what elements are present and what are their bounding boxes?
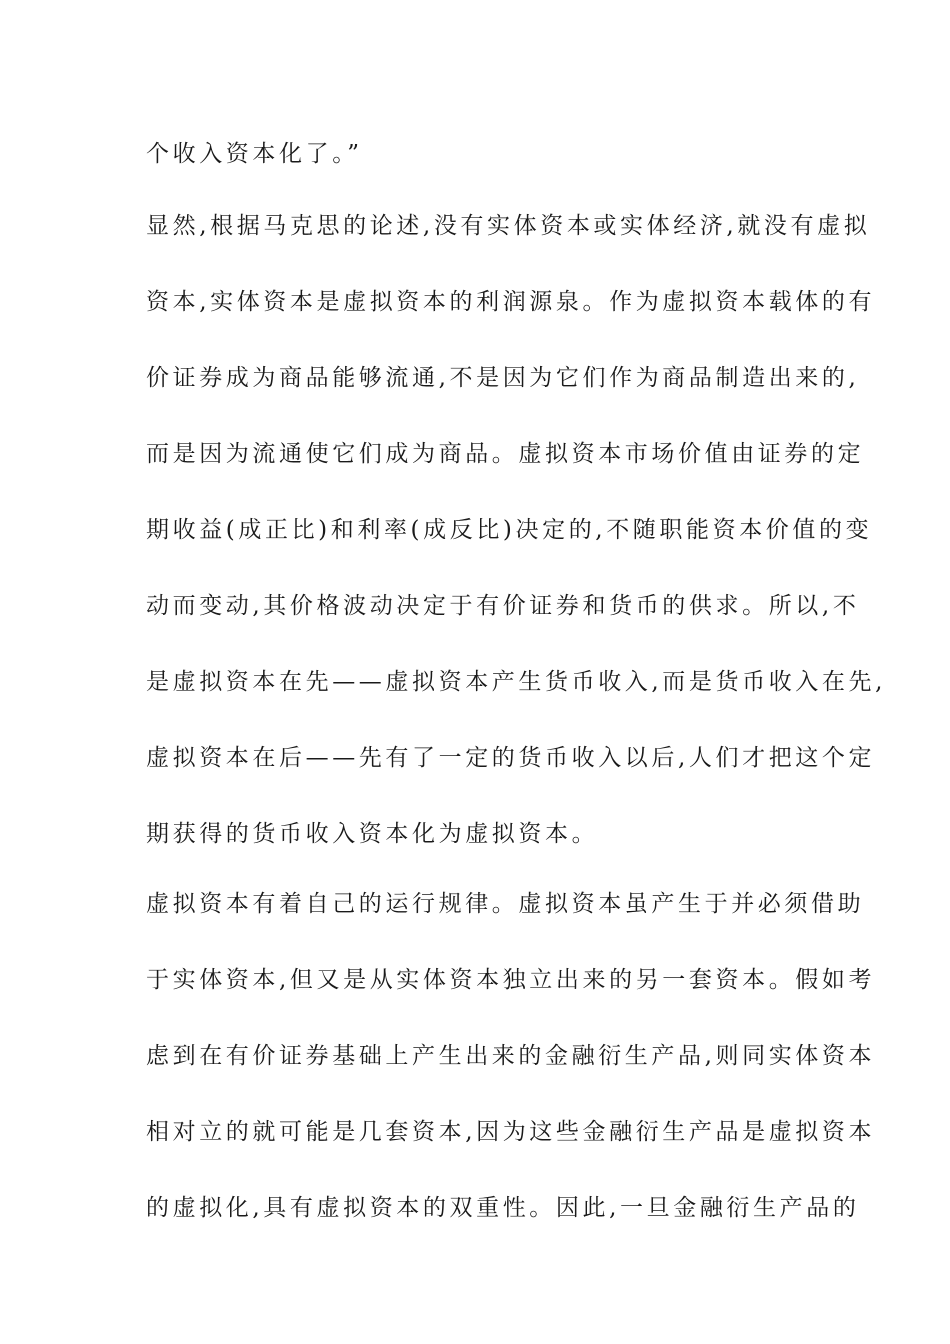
text-line: 而是因为流通使它们成为商品。虚拟资本市场价值由证券的定 xyxy=(146,441,865,467)
text-line: 价证券成为商品能够流通,不是因为它们作为商品制造出来的, xyxy=(146,365,860,391)
text-line: 是虚拟资本在先——虚拟资本产生货币收入,而是货币收入在先, xyxy=(146,669,887,695)
text-line: 动而变动,其价格波动决定于有价证券和货币的供求。所以,不 xyxy=(146,593,860,619)
text-line: 个收入资本化了。” xyxy=(146,141,363,167)
text-line: 的虚拟化,具有虚拟资本的双重性。因此,一旦金融衍生产品的 xyxy=(146,1195,860,1221)
text-line: 资本,实体资本是虚拟资本的利润源泉。作为虚拟资本载体的有 xyxy=(146,289,876,315)
text-line: 期收益(成正比)和利率(成反比)决定的,不随职能资本价值的变 xyxy=(146,517,873,543)
text-line: 期获得的货币收入资本化为虚拟资本。 xyxy=(146,821,599,847)
text-line: 虑到在有价证券基础上产生出来的金融衍生产品,则同实体资本 xyxy=(146,1043,876,1069)
text-line: 虚拟资本有着自己的运行规律。虚拟资本虽产生于并必须借助 xyxy=(146,891,865,917)
text-line: 显然,根据马克思的论述,没有实体资本或实体经济,就没有虚拟 xyxy=(146,213,871,239)
text-line: 于实体资本,但又是从实体资本独立出来的另一套资本。假如考 xyxy=(146,967,876,993)
text-line: 虚拟资本在后——先有了一定的货币收入以后,人们才把这个定 xyxy=(146,745,876,771)
text-line: 相对立的就可能是几套资本,因为这些金融衍生产品是虚拟资本 xyxy=(146,1119,876,1145)
